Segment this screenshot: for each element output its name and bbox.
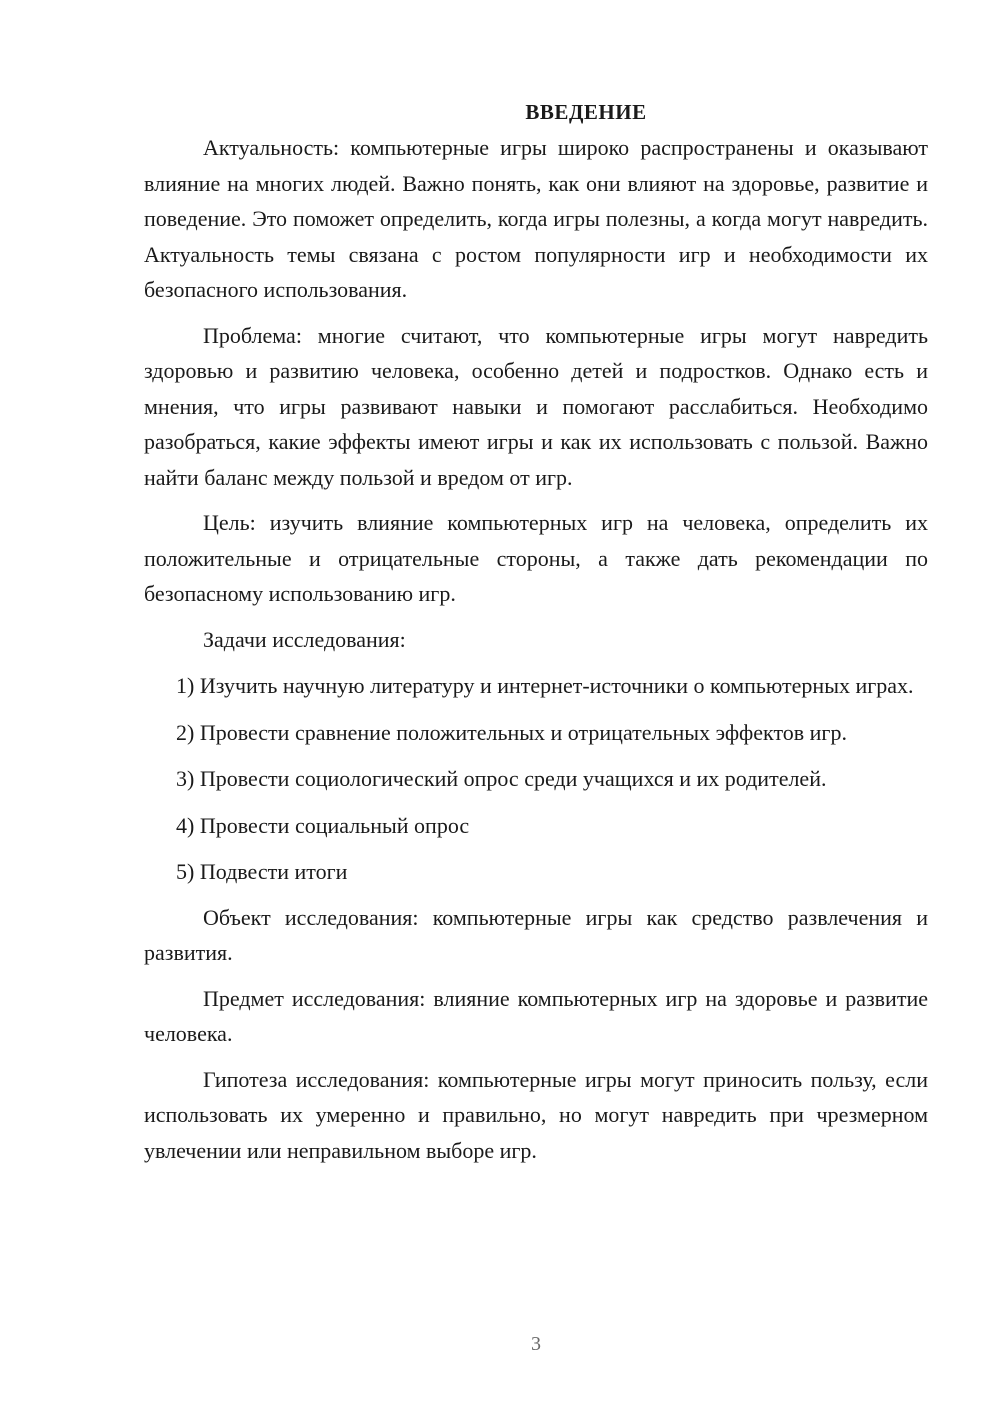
task-item-2: 2) Провести сравнение положительных и отрицательных эффектов игр. bbox=[176, 719, 847, 745]
problem-paragraph: Проблема: многие считают, что компьютерные игры могут навредить здоровью и развитию человека, особенно детей и подростков. Однако есть и мнения, что игры развивают навыки и помогают расслабиться. Необходимо разобраться, какие эффекты имеют игры и как их использовать с пользой. Важно найти баланс между пользой и вредом от игр. bbox=[144, 322, 928, 490]
page-number: 3 bbox=[531, 1333, 541, 1355]
task-item-1: 1) Изучить научную литературу и интернет-источники о компьютерных играх. bbox=[176, 673, 914, 698]
task-item-4: 4) Провести социальный опрос bbox=[176, 812, 470, 838]
tasks-heading: Задачи исследования: bbox=[203, 626, 406, 652]
subject-paragraph: Предмет исследования: влияние компьютерных игр на здоровье и развитие человека. bbox=[144, 985, 928, 1046]
relevance-paragraph: Актуальность: компьютерные игры широко распространены и оказывают влияние на многих людей. Важно понять, как они влияют на здоровье, развитие и поведение. Это поможет определить, когда игры полезны, а когда могут навредить. Актуальность темы связана с ростом популярности игр и необходимости их безопасного использования. bbox=[144, 135, 928, 302]
task-item-3: 3) Провести социологический опрос среди учащихся и их родителей. bbox=[176, 766, 827, 791]
object-paragraph: Объект исследования: компьютерные игры как средство развлечения и развития. bbox=[144, 904, 928, 965]
goal-paragraph: Цель: изучить влияние компьютерных игр на человека, определить их положительные и отрицательные стороны, а также дать рекомендации по безопасному использованию игр. bbox=[144, 510, 928, 606]
section-heading: ВВЕДЕНИЕ bbox=[525, 100, 647, 124]
page-body bbox=[144, 94, 928, 1168]
task-item-5: 5) Подвести итоги bbox=[176, 859, 348, 884]
hypothesis-paragraph: Гипотеза исследования: компьютерные игры могут приносить пользу, если использовать их умеренно и правильно, но могут навредить при чрезмерном увлечении или неправильном выборе игр. bbox=[144, 1066, 928, 1163]
